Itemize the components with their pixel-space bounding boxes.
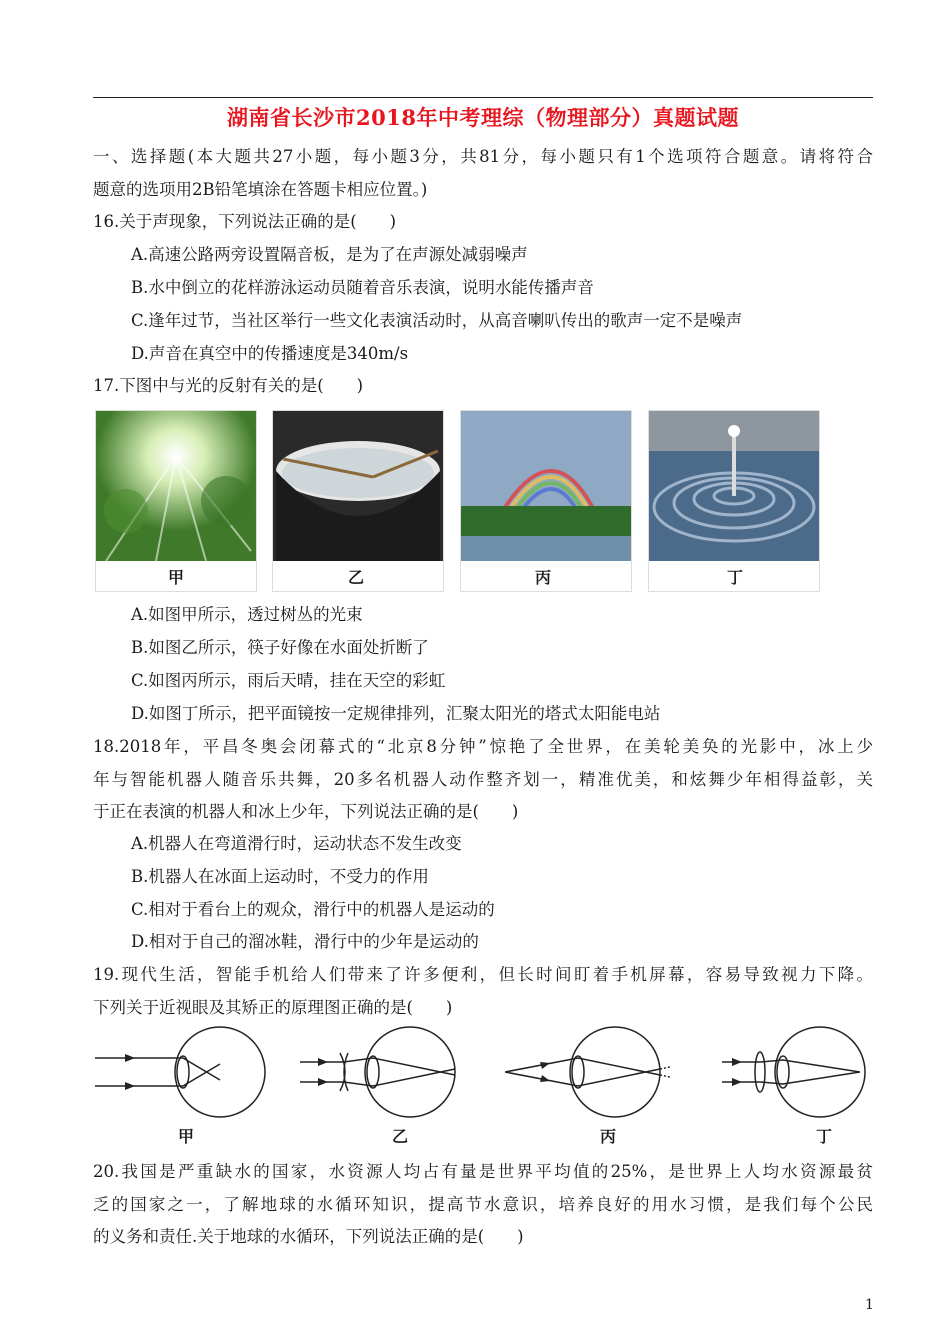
q19-eye-diagram-jia — [95, 1025, 275, 1120]
section-instructions-line1: 一、选择题(本大题共27小题，每小题3分，共81分，每小题只有1个选项符合题意。请将符合 — [93, 147, 873, 166]
q19-eye-diagram-yi — [300, 1025, 480, 1120]
q19-label-jia: 甲 — [178, 1127, 195, 1146]
q17-option-d: D.如图丁所示，把平面镜按一定规律排列，汇聚太阳光的塔式太阳能电站 — [131, 704, 661, 723]
q19-label-bing: 丙 — [600, 1127, 617, 1146]
q16-option-b: B.水中倒立的花样游泳运动员随着音乐表演，说明水能传播声音 — [131, 278, 594, 297]
q17-option-c: C.如图丙所示，雨后天晴，挂在天空的彩虹 — [131, 671, 446, 690]
q19-label-yi: 乙 — [392, 1127, 409, 1146]
q17-label-bing: 丙 — [535, 568, 552, 587]
q18-option-d: D.相对于自己的溜冰鞋，滑行中的少年是运动的 — [131, 932, 479, 951]
page-number: 1 — [865, 1297, 874, 1313]
q20-stem-line3: 的义务和责任.关于地球的水循环，下列说法正确的是( ) — [93, 1227, 524, 1246]
section-instructions-line2: 题意的选项用2B铅笔填涂在答题卡相应位置。) — [93, 180, 428, 199]
q17-label-jia: 甲 — [168, 568, 185, 587]
q16-option-a: A.高速公路两旁设置隔音板，是为了在声源处减弱噪声 — [131, 245, 528, 264]
q18-stem-line1: 18.2018年，平昌冬奥会闭幕式的“北京8分钟”惊艳了全世界，在美轮美奂的光影中，冰上少 — [93, 737, 873, 756]
page-title: 湖南省长沙市2018年中考理综（物理部分）真题试题 — [227, 105, 739, 130]
q18-option-b: B.机器人在冰面上运动时，不受力的作用 — [131, 867, 429, 886]
q17-option-b: B.如图乙所示，筷子好像在水面处折断了 — [131, 638, 429, 657]
q20-stem-line2: 乏的国家之一，了解地球的水循环知识，提高节水意识，培养良好的用水习惯，是我们每个公民 — [93, 1195, 873, 1214]
q17-option-a: A.如图甲所示，透过树丛的光束 — [131, 605, 363, 624]
header-rule — [93, 97, 873, 98]
q19-label-ding: 丁 — [816, 1127, 833, 1146]
q17-label-ding: 丁 — [727, 568, 744, 587]
q18-stem-line3: 于正在表演的机器人和冰上少年，下列说法正确的是( ) — [93, 802, 519, 821]
q19-eye-diagram-ding — [710, 1025, 890, 1120]
q18-option-a: A.机器人在弯道滑行时，运动状态不发生改变 — [131, 834, 462, 853]
q16-stem: 16.关于声现象，下列说法正确的是( ) — [93, 212, 397, 231]
q16-option-c: C.逢年过节，当社区举行一些文化表演活动时，从高音喇叭传出的歌声一定不是噪声 — [131, 311, 743, 330]
q19-stem-line2: 下列关于近视眼及其矫正的原理图正确的是( ) — [93, 998, 453, 1017]
q17-label-yi: 乙 — [348, 568, 365, 587]
q18-option-c: C.相对于看台上的观众，滑行中的机器人是运动的 — [131, 900, 495, 919]
q16-option-d: D.声音在真空中的传播速度是340m/s — [131, 344, 409, 363]
q20-stem-line1: 20.我国是严重缺水的国家，水资源人均占有量是世界平均值的25%，是世界上人均水资源最贫 — [93, 1162, 873, 1181]
q17-stem: 17.下图中与光的反射有关的是( ) — [93, 376, 364, 395]
q18-stem-line2: 年与智能机器人随音乐共舞，20多名机器人动作整齐划一，精准优美，和炫舞少年相得益彰，关 — [93, 770, 873, 789]
q19-stem-line1: 19.现代生活，智能手机给人们带来了许多便利，但长时间盯着手机屏幕，容易导致视力下降。 — [93, 965, 873, 984]
q19-eye-diagram-bing — [505, 1025, 685, 1120]
